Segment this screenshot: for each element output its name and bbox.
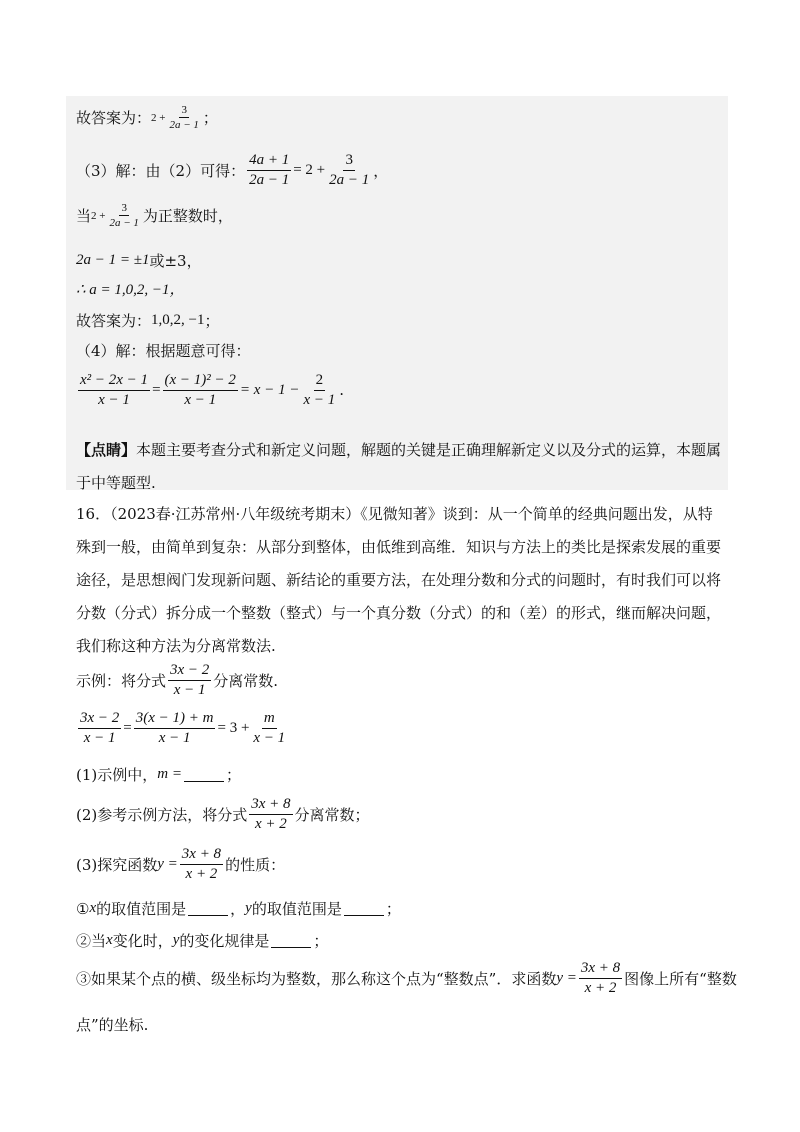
fraction-numerator: x² − 2x − 1: [78, 372, 150, 391]
punctuation: ；: [385, 900, 401, 918]
text: ③如果某个点的横、级坐标均为整数，那么称这个点为“整数点”．求函数: [76, 969, 557, 988]
x-variable: x: [106, 932, 113, 948]
text: 的变化规律是: [179, 932, 270, 950]
answer-blank[interactable]: [184, 767, 224, 782]
question1-label: (1)示例中，: [76, 766, 158, 784]
y-expr: y =: [556, 969, 577, 986]
fraction-numerator: (x − 1)² − 2: [163, 372, 238, 391]
comment-tag: 【点睛】: [76, 441, 137, 459]
fraction-numerator: 3x + 8: [249, 796, 292, 815]
part3-lhs-fraction: [247, 152, 291, 188]
fraction-denominator: x + 2: [185, 865, 218, 882]
fraction-numerator: m: [262, 710, 277, 729]
answer-blank[interactable]: [188, 901, 228, 916]
fraction-denominator: x + 2: [255, 815, 287, 832]
equals-sign: =: [152, 381, 161, 398]
fraction-denominator: x − 1: [158, 729, 191, 746]
punctuation: .: [339, 381, 345, 399]
example-fraction: [168, 662, 211, 698]
answer3-line: [76, 310, 220, 331]
fraction-numerator: 3: [119, 202, 129, 216]
fraction-denominator: x − 1: [303, 391, 336, 408]
condition-expr: 2a − 1 = ±1: [76, 252, 150, 268]
part3-label: （3）解：由（2）可得：: [76, 161, 246, 180]
fraction-numerator: 3x + 8: [180, 846, 223, 865]
when-suffix: 为正整数时，: [142, 207, 233, 226]
fraction-denominator: 2a − 1: [109, 217, 139, 230]
punctuation: ，: [373, 161, 389, 180]
subquestion3-line: [76, 960, 737, 996]
y-variable: y: [172, 932, 180, 948]
fraction-denominator: x − 1: [98, 391, 130, 408]
equals-expr: = x − 1 −: [239, 381, 300, 398]
x-variable: x: [89, 900, 97, 916]
part4-line: [76, 340, 251, 361]
circled-number: ①: [76, 899, 90, 918]
part3-line: [76, 152, 388, 188]
part4-fraction-3: [301, 372, 337, 408]
answer-blank[interactable]: [344, 901, 384, 916]
subquestion3-continuation: [76, 1014, 148, 1035]
y-expr: y =: [157, 855, 178, 872]
therefore-expr: ∴ a = 1,0,2, −1，: [76, 282, 185, 298]
fraction-denominator: x + 2: [584, 979, 617, 996]
question2-label: (2)参考示例方法，将分式: [76, 805, 248, 824]
text: 图像上所有“整数: [624, 969, 737, 988]
question2-suffix: 分离常数；: [294, 805, 370, 824]
answer3-expr: 1,0,2, −1: [151, 312, 205, 328]
problem16-intro: 16．（2023春·江苏常州·八年级统考期末）《见微知著》谈到：从一个简单的经典问题出发，从特殊到一般，由简单到复杂：从部分到整体，由低维到高维．知识与方法上的类比是探索发展的重要途径，是思想阀门发现新问题、新结论的重要方法，在处理分数和分式的问题时，有时我们可以将分数（分式）拆分成一个整数（整式）与一个真分数（分式）的和（差）的形式，继而解决问题，我们称这种方法为分离常数法.: [76, 505, 722, 655]
fraction-denominator: x − 1: [83, 729, 116, 746]
example-line: [76, 662, 278, 698]
part4-label: （4）解：根据题意可得：: [76, 342, 251, 360]
example-equation: [76, 710, 289, 746]
m-expr: m =: [157, 766, 182, 782]
fraction-numerator: 3x − 2: [78, 710, 121, 729]
fraction-numerator: 3: [343, 152, 355, 171]
answer2-label: 故答案为：: [76, 109, 152, 128]
example-fraction-2: [134, 710, 216, 746]
when-line: [76, 202, 233, 229]
question1-line: [76, 764, 241, 785]
example-fraction-1: [78, 710, 121, 746]
equals-sign: =: [123, 719, 132, 736]
answer2-fraction: [167, 104, 200, 131]
question3-suffix: 的性质：: [225, 855, 286, 874]
when-label: 当: [76, 207, 92, 226]
question3-label: (3)探究函数: [76, 855, 158, 874]
subquestion3-fraction: [579, 960, 622, 996]
text: 点”的坐标.: [76, 1016, 149, 1034]
equals-expr: = 3 +: [217, 719, 250, 736]
part4-fraction-1: [78, 372, 150, 408]
question2-fraction: [249, 796, 292, 832]
part3-rhs-fraction: [327, 152, 371, 188]
when-whole: 2 +: [91, 209, 106, 222]
text: ②当: [76, 932, 107, 950]
question2-line: [76, 796, 370, 832]
punctuation: ；: [204, 312, 220, 330]
part4-fraction-2: [163, 372, 238, 408]
therefore-line: [76, 278, 185, 299]
answer2-whole: 2 +: [151, 111, 166, 124]
fraction-numerator: 3: [179, 104, 189, 118]
fraction-denominator: 2a − 1: [249, 171, 290, 188]
fraction-denominator: x − 1: [173, 681, 206, 698]
text: 的取值范围是: [251, 900, 342, 918]
part4-equation: [76, 372, 344, 408]
comment-text: 本题主要考查分式和新定义问题，解题的关键是正确理解新定义以及分式的运算，本题属于中等题型.: [76, 441, 722, 492]
subquestion1-line: [76, 898, 401, 919]
punctuation: ；: [225, 766, 241, 784]
text: 的取值范围是: [96, 900, 187, 918]
when-fraction: [107, 202, 140, 229]
equals-expr: = 2 +: [293, 161, 326, 178]
punctuation: ；: [313, 932, 329, 950]
fraction-numerator: 3(x − 1) + m: [134, 710, 216, 729]
text: 变化时，: [112, 932, 173, 950]
fraction-denominator: x − 1: [184, 391, 217, 408]
punctuation: ，: [230, 900, 246, 918]
example-fraction-3: [251, 710, 287, 746]
condition-suffix: 或±3，: [149, 252, 202, 270]
answer3-label: 故答案为：: [76, 312, 152, 330]
fraction-denominator: 2a − 1: [169, 119, 199, 132]
fraction-numerator: 3x + 8: [579, 960, 622, 979]
fraction-denominator: 2a − 1: [329, 171, 370, 188]
example-suffix: 分离常数.: [213, 671, 279, 690]
y-variable: y: [245, 900, 252, 916]
fraction-numerator: 2: [314, 372, 326, 391]
subquestion2-line: [76, 930, 328, 951]
answer2-line: [76, 104, 218, 131]
fraction-numerator: 4a + 1: [247, 152, 291, 171]
example-label: 示例：将分式: [76, 671, 167, 690]
comment-paragraph: [76, 434, 724, 500]
condition-line: [76, 250, 202, 271]
fraction-denominator: x − 1: [253, 729, 286, 746]
fraction-numerator: 3x − 2: [168, 662, 211, 681]
punctuation: ；: [202, 109, 218, 128]
answer-blank[interactable]: [271, 933, 311, 948]
question3-line: [76, 846, 285, 882]
question3-fraction: [180, 846, 223, 882]
